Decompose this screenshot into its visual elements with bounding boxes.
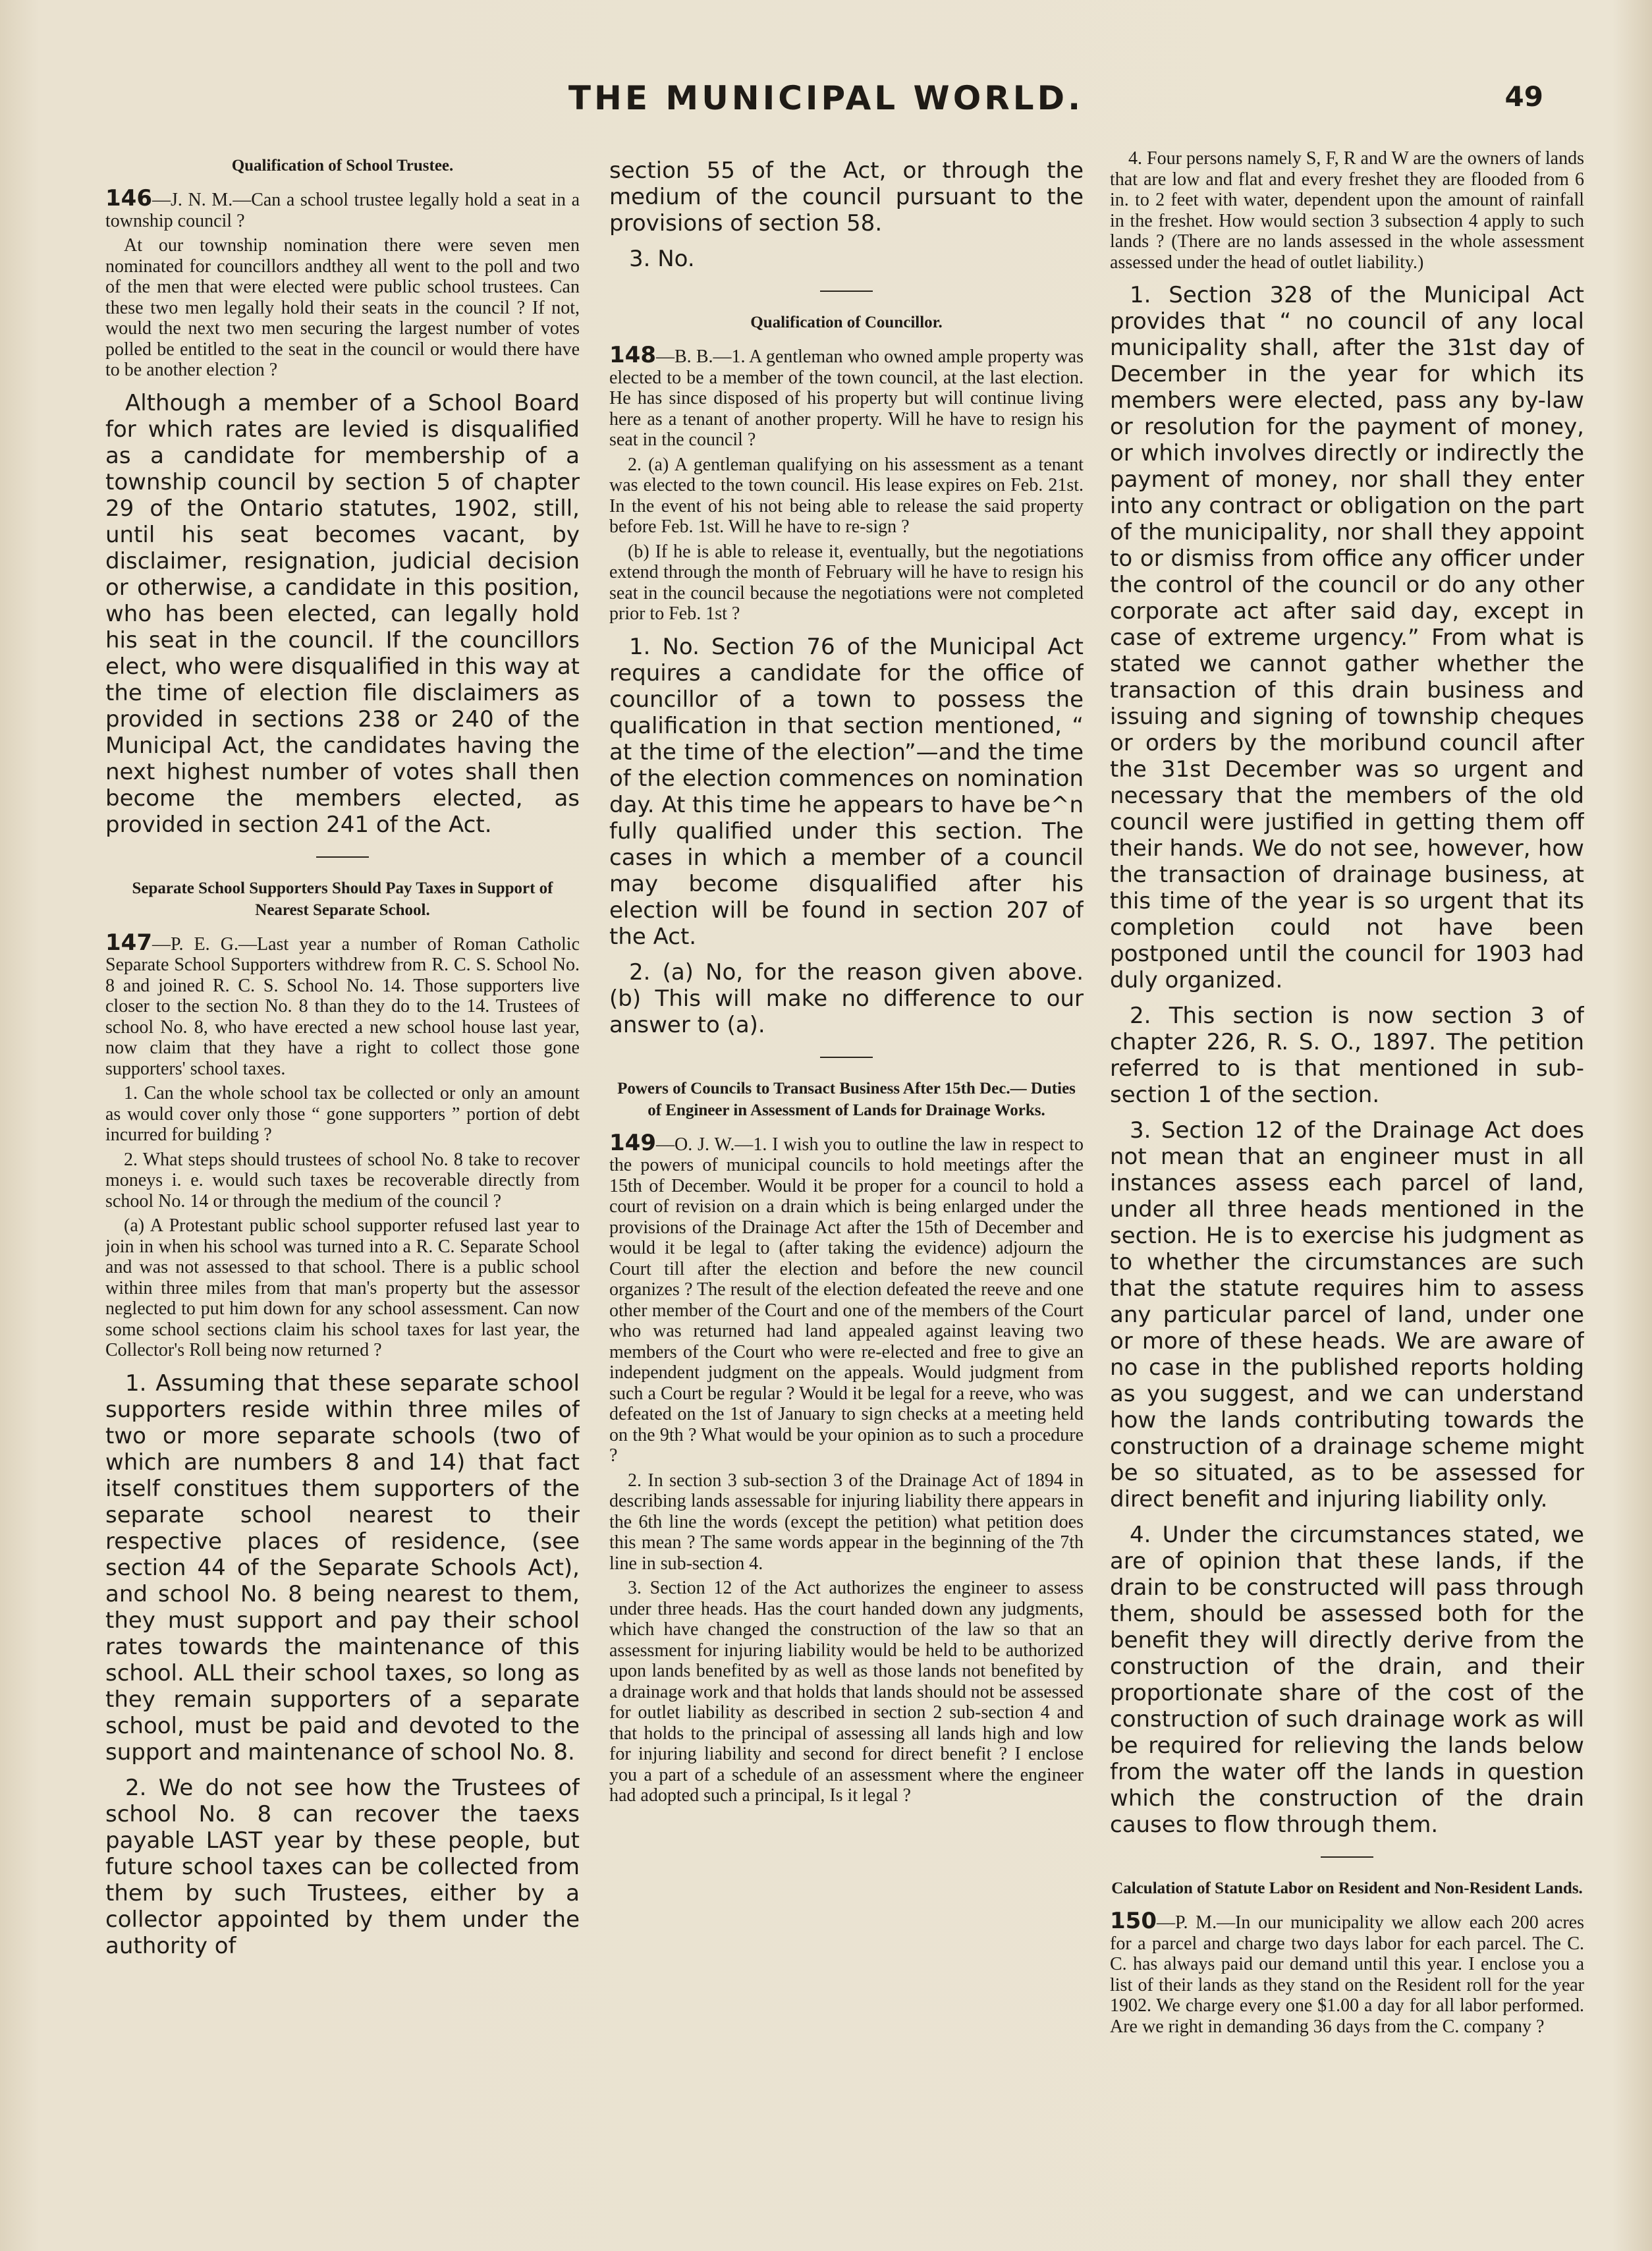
section-heading bbox=[1110, 1877, 1584, 1899]
paragraph-text: 3. Section 12 of the Drainage Act does not mean that an engineer must in all instances assess each parcel of land, under all three heads mentioned in the section. He is to exercise his judgment as to whether the circumstances are such that the statute requires him to assess any particular parcel of land, under one or more of these heads. We are aware of no case in the published reports holding as you suggest, and we can understand how the lands contributing towards the construction of a drainage scheme might be so situated, as to be assessed for direct benefit and injuring liability only. bbox=[1110, 1117, 1584, 1513]
question-paragraph bbox=[609, 1470, 1084, 1574]
paragraph-text: Powers of Councils to Transact Business After 15th Dec.— Duties of Engineer in Assessment of Lands for Drainage Works. bbox=[617, 1079, 1076, 1119]
section-divider bbox=[1321, 1856, 1373, 1858]
column-2 bbox=[609, 148, 1084, 2223]
answer-paragraph bbox=[1110, 1522, 1584, 1838]
question-number: 150 bbox=[1110, 1908, 1157, 1934]
question-paragraph bbox=[609, 342, 1084, 451]
paragraph-text: —P. E. G.—Last year a number of Roman Catholic Separate School Supporters withdrew from R. C. S. School No. 8 and joined R. C. S. School No. 14. Those supporters live closer to the section No. 8 than they do to the 14. Trustees of school No. 8, who have erected a new school house last year, now claim that they have a right to collect those gone supporters' school taxes. bbox=[105, 933, 580, 1079]
answer-paragraph bbox=[1110, 1003, 1584, 1108]
section-heading bbox=[609, 312, 1084, 333]
paragraph-text: 1. No. Section 76 of the Municipal Act requires a candidate for the office of councillor of a town to possess the qualification in that section mentioned, “ at the time of the election”—and the time of the election commences on nomination day. At this time he appears to have be^n fully qualified under this section. The cases in which a member of a council may become disqualified after his election will be found in section 207 of the Act. bbox=[609, 633, 1084, 950]
paragraph-text: 2. (a) A gentleman qualifying on his assessment as a tenant was elected to the town council. His lease expires on Feb. 21st. In the event of his not being able to release the said property before Feb. 1st. Will he have to re-sign ? bbox=[609, 454, 1084, 537]
paragraph-text: 1. Assuming that these separate school supporters reside within three miles of two or more separate schools (two of which are numbers 8 and 14) that fact itself constitues them supporters of the separate school nearest to their respective places of residence, (see section 44 of the Separate Schools Act), and school No. 8 being nearest to them, they must support and pay their school rates towards the maintenance of this school. ALL their school taxes, so long as they remain supporters of a separate school, must be paid and devoted to the support and maintenance of school No. 8. bbox=[105, 1370, 580, 1765]
answer-paragraph bbox=[609, 246, 1084, 272]
section-heading bbox=[609, 1078, 1084, 1121]
page-header bbox=[0, 72, 1652, 132]
question-paragraph bbox=[105, 1215, 580, 1361]
paragraph-text: 2. We do not see how the Trustees of school No. 8 can recover the taexs payable LAST year by these people, but future school taxes can be collected from them by such Trustees, either by a collector appointed by them under the authority of bbox=[105, 1774, 580, 1959]
question-paragraph bbox=[105, 1150, 580, 1212]
paragraph-text: Qualification of School Trustee. bbox=[231, 157, 454, 175]
question-number: 149 bbox=[609, 1129, 656, 1156]
answer-paragraph bbox=[105, 390, 580, 838]
question-paragraph bbox=[105, 235, 580, 381]
question-number: 148 bbox=[609, 342, 656, 368]
paragraph-text: (b) If he is able to release it, eventually, but the negotiations extend through the month of February will he have to resign his seat in the council because the negotiations were not completed prior to Feb. 1st ? bbox=[609, 541, 1084, 624]
question-paragraph bbox=[1110, 148, 1584, 273]
answer-paragraph bbox=[609, 959, 1084, 1038]
paragraph-text: 2. This section is now section 3 of chapter 226, R. S. O., 1897. The petition referred to is that mentioned in sub-section 1 of the section. bbox=[1110, 1003, 1584, 1108]
paragraph-text: At our township nomination there were seven men nominated for councillors andthey all went to the poll and two of the men that were elected were public school trustees. Can these two men legally hold their seats in the council ? If not, would the next two men securing the largest number of votes polled be entitled to the seat in the council or would there have to be another election ? bbox=[105, 235, 580, 380]
paragraph-text: section 55 of the Act, or through the medium of the council pursuant to the provisions of section 58. bbox=[609, 157, 1084, 236]
paragraph-text: 2. In section 3 sub-section 3 of the Drainage Act of 1894 in describing lands assessable for injuring liability there appears in the 6th line the words (except the petition) what petition does this mean ? The same words appear in the beginning of the 7th line in sub-section 4. bbox=[609, 1470, 1084, 1574]
question-paragraph bbox=[609, 455, 1084, 538]
question-paragraph bbox=[105, 1083, 580, 1146]
question-paragraph bbox=[1110, 1908, 1584, 2037]
question-number: 147 bbox=[105, 929, 152, 956]
section-divider bbox=[316, 856, 369, 858]
paragraph-text: —J. N. M.—Can a school trustee legally hold a seat in a township council ? bbox=[105, 190, 580, 231]
question-paragraph bbox=[609, 542, 1084, 625]
paragraph-text: Calculation of Statute Labor on Resident and Non-Resident Lands. bbox=[1111, 1879, 1583, 1897]
section-heading bbox=[105, 877, 580, 921]
section-divider bbox=[820, 1057, 873, 1058]
paragraph-text: —O. J. W.—1. I wish you to outline the law in respect to the powers of municipal councils to hold meetings after the 15th of December. Would it be proper for a council to hold a court of revision on a drain which is being enlarged under the provisions of the Drainage Act after the 15th of December and would it be legal to (after taking the evidence) adjourn the Court till after the election and before the new council organizes ? The result of the election defeated the reeve and one other member of the Court and one of the members of the Court who was returned had land appealed against leaving two members of the Court who were re-elected and free to give an independent judgment on the appeals. Would judgment from such a Court be regular ? Would it be legal for a reeve, who was defeated on the 1st of January to sign checks at a meeting held on the 9th ? What would be your opinion as to such a procedure ? bbox=[609, 1134, 1084, 1466]
column-1 bbox=[105, 148, 580, 2223]
answer-paragraph bbox=[105, 1775, 580, 1959]
question-number: 146 bbox=[105, 185, 152, 211]
section-divider bbox=[820, 291, 873, 292]
paragraph-text: 1. Section 328 of the Municipal Act provides that “ no council of any local municipality shall, after the 31st day of December in the year for which its members were elected, pass any by-law or resolution for the payment of money, or which involves directly or indirectly the payment of money, nor shall they enter into any contract or obligation on the part of the municipality, nor shall they appoint to or dismiss from office any officer under the control of the council or do any other corporate act after said day, except in case of extreme urgency.” From what is stated we cannot gather whether the transaction of this drain business and issuing and signing of township cheques or orders by the moribund council after the 31st December was so urgent and necessary that the members of the old council were justified in getting them off their hands. We do not see, however, how the transaction of drainage business, at this time of the year is so urgent that its completion could not have been postponed until the council for 1903 had duly organized. bbox=[1110, 282, 1584, 993]
masthead: THE MUNICIPAL WORLD. bbox=[568, 79, 1084, 117]
answer-paragraph bbox=[1110, 1117, 1584, 1513]
column-3 bbox=[1110, 148, 1584, 2223]
question-paragraph bbox=[105, 929, 580, 1080]
answer-paragraph bbox=[609, 634, 1084, 950]
paragraph-text: —B. B.—1. A gentleman who owned ample property was elected to be a member of the town council, at the last election. He has since disposed of his property but will continue living here as a tenant of another property. Will he have to resign his seat in the council ? bbox=[609, 347, 1084, 450]
paragraph-text: 4. Under the circumstances stated, we are of opinion that these lands, if the drain to be constructed will pass through them, should be assessed both for the benefit they will directly derive from the construction of the drain, and their proportionate share of the cost of the construction of such drainage work as will be required for relieving the lands below from the water off the lands in question which the construction of the drain causes to flow through them. bbox=[1110, 1522, 1584, 1838]
question-paragraph bbox=[105, 185, 580, 231]
paragraph-text: 2. What steps should trustees of school No. 8 take to recover moneys i. e. would such taxes be recoverable directly from school No. 14 or through the medium of the council ? bbox=[105, 1149, 580, 1211]
paragraph-text: Although a member of a School Board for which rates are levied is disqualified as a candidate for membership of a township council by section 5 of chapter 29 of the Ontario statutes, 1902, still, until his seat becomes vacant, by disclaimer, resignation, judicial decision or otherwise, a candidate in this position, who has been elected, can legally hold his seat in the council. If the councillors elect, who were disqualified in this way at the time of election file disclaimers as provided in sections 238 or 240 of the Municipal Act, the candidates having the next highest number of votes shall then become the members elected, as provided in section 241 of the Act. bbox=[105, 389, 580, 838]
paragraph-text: 2. (a) No, for the reason given above. (b) This will make no difference to our answer to (a). bbox=[609, 959, 1084, 1038]
question-paragraph bbox=[609, 1578, 1084, 1806]
section-heading bbox=[105, 155, 580, 177]
paragraph-text: 3. Section 12 of the Act authorizes the engineer to assess under three heads. Has the court handed down any judgments, which have changed the construction of the law so that an assessment for injuring liability would be held to be authorized upon lands benefited by as well as those lands not benefited by a drainage work and that holds that lands should not be assessed for outlet liability as described in section 2 sub-section 4 and that holds to the principal of assessing all lands high and low for injuring liability and second for direct benefit ? I enclose you a part of a schedule of an assessment where the engineer had adopted such a principal, Is it legal ? bbox=[609, 1578, 1084, 1806]
answer-paragraph bbox=[105, 1370, 580, 1765]
paragraph-text: Qualification of Councillor. bbox=[750, 314, 943, 331]
paragraph-text: —P. M.—In our municipality we allow each 200 acres for a parcel and charge two days labor for each parcel. The C. C. has always paid our demand until this year. I enclose you a list of their lands as they stand on the Resident roll for the year 1902. We charge every one $1.00 a day for all labor performed. Are we right in demanding 36 days from the C. company ? bbox=[1110, 1912, 1584, 2037]
paragraph-text: (a) A Protestant public school supporter refused last year to join in when his school was turned into a R. C. Separate School and was not assessed to that school. There is a public school within three miles from that man's property but the assessor neglected to put him down for any school assessment. Can now some school sections claim his school taxes for last year, the Collector's Roll being now returned ? bbox=[105, 1215, 580, 1360]
answer-paragraph bbox=[1110, 282, 1584, 993]
paragraph-text: 3. No. bbox=[629, 246, 695, 272]
paragraph-text: Separate School Supporters Should Pay Taxes in Support of Nearest Separate School. bbox=[132, 879, 553, 919]
page-number: 49 bbox=[1504, 80, 1543, 113]
question-paragraph bbox=[609, 1129, 1084, 1466]
answer-paragraph bbox=[609, 157, 1084, 236]
paragraph-text: 4. Four persons namely S, F, R and W are the owners of lands that are low and flat and every freshet they are flooded from 6 in. to 2 feet with water, dependent upon the amount of rainfall in the freshet. How would section 3 subsection 4 apply to such lands ? (There are no lands assessed in the whole assessment assessed under the head of outlet liability.) bbox=[1110, 148, 1584, 273]
paragraph-text: 1. Can the whole school tax be collected or only an amount as would cover only those “ gone supporters ” portion of debt incurred for building ? bbox=[105, 1083, 580, 1145]
